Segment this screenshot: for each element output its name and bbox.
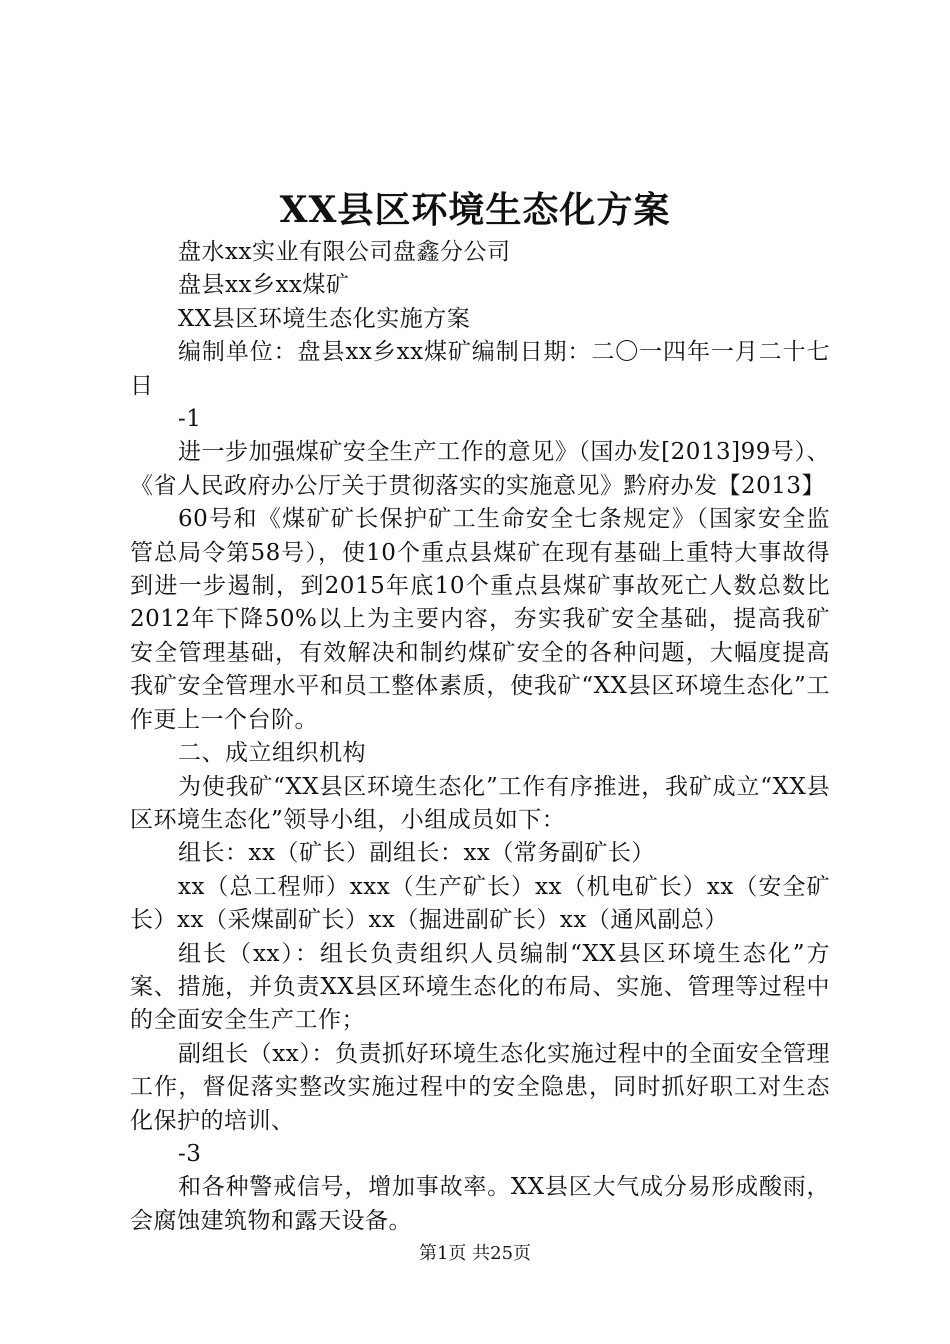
paragraph: 进一步加强煤矿安全生产工作的意见》（国办发[2013]99号）、《省人民政府办公厅关于贯彻落实的实施意见》黔府办发【2013】 [130,439,830,499]
paragraph: xx（总工程师）xxx（生产矿长）xx（机电矿长）xx（安全矿长）xx（采煤副矿长）xx（掘进副矿长）xx（通风副总） [130,873,830,934]
document-body [130,236,830,1238]
document-title: XX县区环境生态化方案 [279,189,671,231]
page-footer: 第1页 共25页 [418,1243,532,1264]
paragraph: XX县区环境生态化实施方案 [178,305,471,332]
paragraph: 为使我矿“XX县区环境生态化”工作有序推进，我矿成立“XX县区环境生态化”领导小组，小组成员如下： [130,773,830,833]
page-marker: -1 [178,406,202,433]
paragraph: 副组长（xx）：负责抓好环境生态化实施过程中的全面安全管理工作，督促落实整改实施过程中的安全隐患，同时抓好职工对生态化保护的培训、 [130,1040,830,1134]
paragraph: 组长：xx（矿长）副组长：xx（常务副矿长） [178,840,655,867]
paragraph: 编制单位：盘县xx乡xx煤矿编制日期：二〇一四年一月二十七日 [130,339,830,399]
paragraph: 盘水xx实业有限公司盘鑫分公司 [178,239,511,265]
page-marker: -3 [178,1140,202,1167]
paragraph: 组长（xx）：组长负责组织人员编制“XX县区环境生态化”方案、措施，并负责XX县区环境生态化的布局、实施、管理等过程中的全面安全生产工作； [130,940,830,1034]
paragraph: 盘县xx乡xx煤矿 [178,272,350,299]
paragraph: 60号和《煤矿矿长保护矿工生命安全七条规定》（国家安全监管总局令第58号），使10个重点县煤矿在现有基础上重特大事故得到进一步遏制，到2015年底10个重点县煤矿事故死亡人数总数比2012年下降50%以上为主要内容，夯实我矿安全基础，提高我矿安全管理基础，有效解决和制约煤矿安全的各种问题，大幅度提高我矿安全管理水平和员工整体素质，使我矿“XX县区环境生态化”工作更上一个台阶。 [130,506,830,733]
paragraph: 和各种警戒信号，增加事故率。XX县区大气成分易形成酸雨，会腐蚀建筑物和露天设备。 [130,1174,830,1234]
section-heading: 二、成立组织机构 [178,740,366,767]
